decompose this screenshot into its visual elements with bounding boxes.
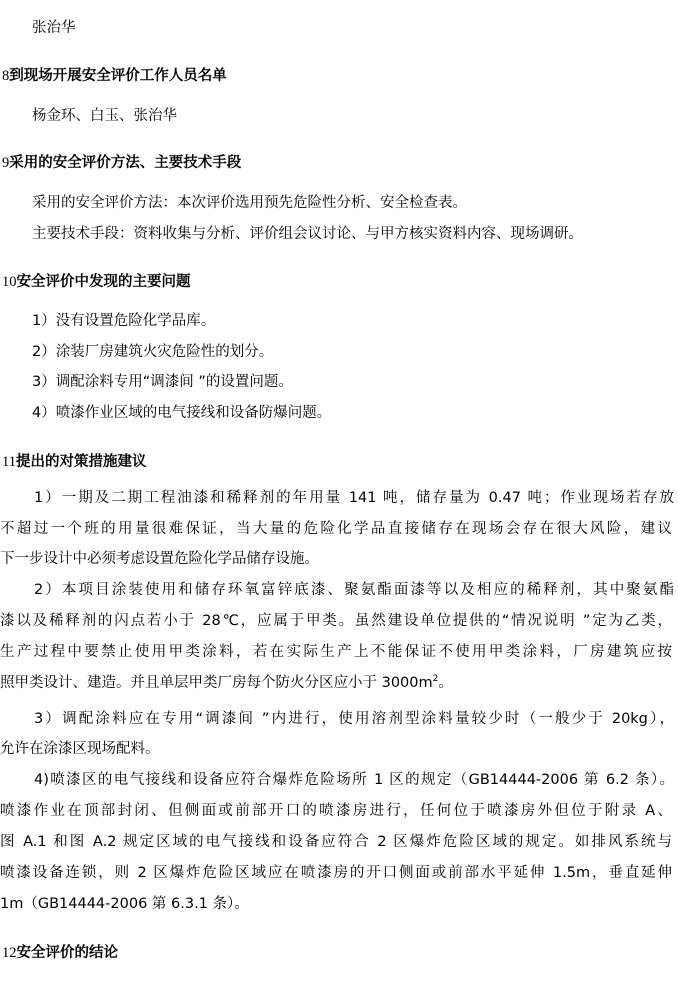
problem-item: 3）调配涂料专用“调漆间 ”的设置问题。 <box>32 374 293 390</box>
section-11-heading <box>2 452 146 472</box>
technique-line: 主要技术手段：资料收集与分析、评价组会议讨论、与甲方核实资料内容、现场调研。 <box>32 226 583 242</box>
paragraph-line: 3）调配涂料应在专用“调漆间 ”内进行，使用溶剂型涂料量较少时（一般少于 20kg）， <box>34 711 674 727</box>
method-line: 采用的安全评价方法：本次评价选用预先危险性分析、安全检查表。 <box>32 195 467 211</box>
paragraph-line: 下一步设计中必须考虑设置危险化学品储存设施。 <box>0 551 319 567</box>
problem-item: 2）涂装厂房建筑火灾危险性的划分。 <box>32 344 274 360</box>
personnel-list: 杨金环、白玉、张治华 <box>32 108 177 124</box>
paragraph-line: 2）本项目涂装使用和储存环氧富锌底漆、聚氨酯面漆等以及相应的稀释剂，其中聚氨酯 <box>34 582 674 598</box>
section-number: 10 <box>2 274 17 290</box>
paragraph-line: 不超过一个班的用量很难保证，当大量的危险化学品直接储存在现场会存在很大风险，建议 <box>0 521 672 537</box>
section-number: 12 <box>2 945 17 961</box>
paragraph-line: 漆以及稀释剂的闪点若小于 28℃，应属于甲类。虽然建设单位提供的“情况说明 ”定为乙类， <box>0 613 672 629</box>
paragraph-line: 允许在涂漆区现场配料。 <box>0 741 160 757</box>
paragraph-line: 喷漆设备连锁，则 2 区爆炸危险区域应在喷漆房的开口侧面或前部水平延伸 1.5m，垂直延伸 <box>0 865 672 881</box>
paragraph-line: 4)喷漆区的电气接线和设备应符合爆炸危险场所 1 区的规定（GB14444-2006 第 6.2 条）。 <box>34 772 674 788</box>
section-number: 9 <box>2 155 10 171</box>
paragraph-line: 1）一期及二期工程油漆和稀释剂的年用量 141 吨，储存量为 0.47 吨；作业现场若存放 <box>34 490 674 506</box>
paragraph-text: 照甲类设计、建造。并且单层甲类厂房每个防火分区应小于 3000m <box>0 675 433 691</box>
problem-item: 4）喷漆作业区域的电气接线和设备防爆问题。 <box>32 405 332 421</box>
paragraph-line: 生产过程中要禁止使用甲类涂料，若在实际生产上不能保证不使用甲类涂料，厂房建筑应按 <box>0 644 672 660</box>
section-title: 安全评价中发现的主要问题 <box>16 274 191 290</box>
section-8-heading <box>2 66 227 86</box>
paragraph-line: 喷漆作业在顶部封闭、但侧面或前部开口的喷漆房进行，任何位于喷漆房外但位于附录 A、 <box>0 803 672 819</box>
section-title: 采用的安全评价方法、主要技术手段 <box>9 155 242 171</box>
section-10-heading <box>2 272 191 292</box>
section-title: 安全评价的结论 <box>16 945 118 961</box>
personnel-name: 张治华 <box>32 20 76 36</box>
section-number: 8 <box>2 68 10 84</box>
paragraph-text: 。 <box>438 675 453 691</box>
paragraph-line: 图 A.1 和图 A.2 规定区域的电气接线和设备应符合 2 区爆炸危险区域的规定。如排风系统与 <box>0 834 672 850</box>
problem-item: 1）没有设置危险化学品库。 <box>32 313 216 329</box>
superscript: 2 <box>432 674 439 685</box>
section-title: 提出的对策措施建议 <box>15 454 147 470</box>
paragraph-line <box>0 673 453 693</box>
section-number: 11 <box>2 454 16 470</box>
section-9-heading <box>2 153 241 173</box>
section-title: 到现场开展安全评价工作人员名单 <box>9 68 227 84</box>
paragraph-line: 1m（GB14444-2006 第 6.3.1 条）。 <box>0 896 249 912</box>
section-12-heading <box>2 943 118 963</box>
